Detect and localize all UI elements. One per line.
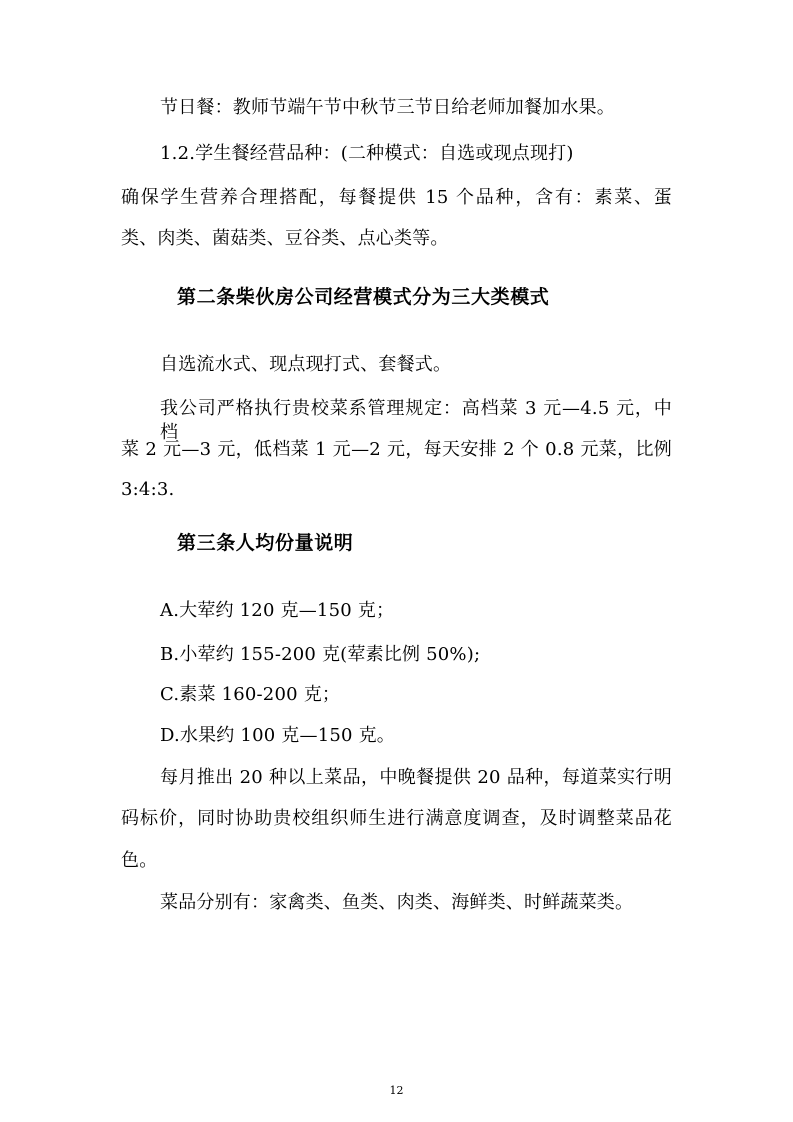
service-modes-paragraph: 自选流水式、现点现打式、套餐式。 (160, 354, 452, 375)
pricing-paragraph-line-2: 菜 2 元—3 元，低档菜 1 元—2 元，每天安排 2 个 0.8 元菜，比例 (121, 439, 672, 460)
portion-item-b: B.小荤约 155-200 克(荤素比例 50%); (160, 644, 481, 665)
section-heading-article-3: 第三条人均份量说明 (177, 532, 354, 554)
student-meal-types-paragraph: 1.2.学生餐经营品种：(二种模式：自选或现点现打) (160, 143, 574, 164)
portion-item-a: A.大荤约 120 克—150 克； (160, 600, 395, 621)
dish-categories-paragraph: 菜品分别有：家禽类、鱼类、肉类、海鲜类、时鲜蔬菜类。 (160, 892, 634, 913)
page-number: 12 (389, 1084, 404, 1097)
monthly-menu-paragraph-line-2: 码标价，同时协助贵校组织师生进行满意度调查，及时调整菜品花 (121, 808, 672, 829)
section-heading-article-2: 第二条柴伙房公司经营模式分为三大类模式 (177, 286, 550, 308)
portion-item-d: D.水果约 100 克—150 克。 (160, 725, 395, 746)
portion-item-c: C.素菜 160-200 克； (160, 684, 341, 705)
pricing-paragraph-line-3: 3:4:3. (121, 479, 175, 500)
nutrition-paragraph-line-1: 确保学生营养合理搭配，每餐提供 15 个品种，含有：素菜、蛋 (121, 187, 672, 208)
monthly-menu-paragraph-line-3: 色。 (121, 850, 158, 871)
holiday-meal-paragraph: 节日餐：教师节端午节中秋节三节日给老师加餐加水果。 (160, 97, 615, 118)
nutrition-paragraph-line-2: 类、肉类、菌菇类、豆谷类、点心类等。 (121, 228, 449, 249)
monthly-menu-paragraph-line-1: 每月推出 20 种以上菜品，中晚餐提供 20 品种，每道菜实行明 (160, 767, 672, 788)
pricing-paragraph-line-1: 我公司严格执行贵校菜系管理规定：高档菜 3 元—4.5 元，中档 (160, 398, 672, 443)
